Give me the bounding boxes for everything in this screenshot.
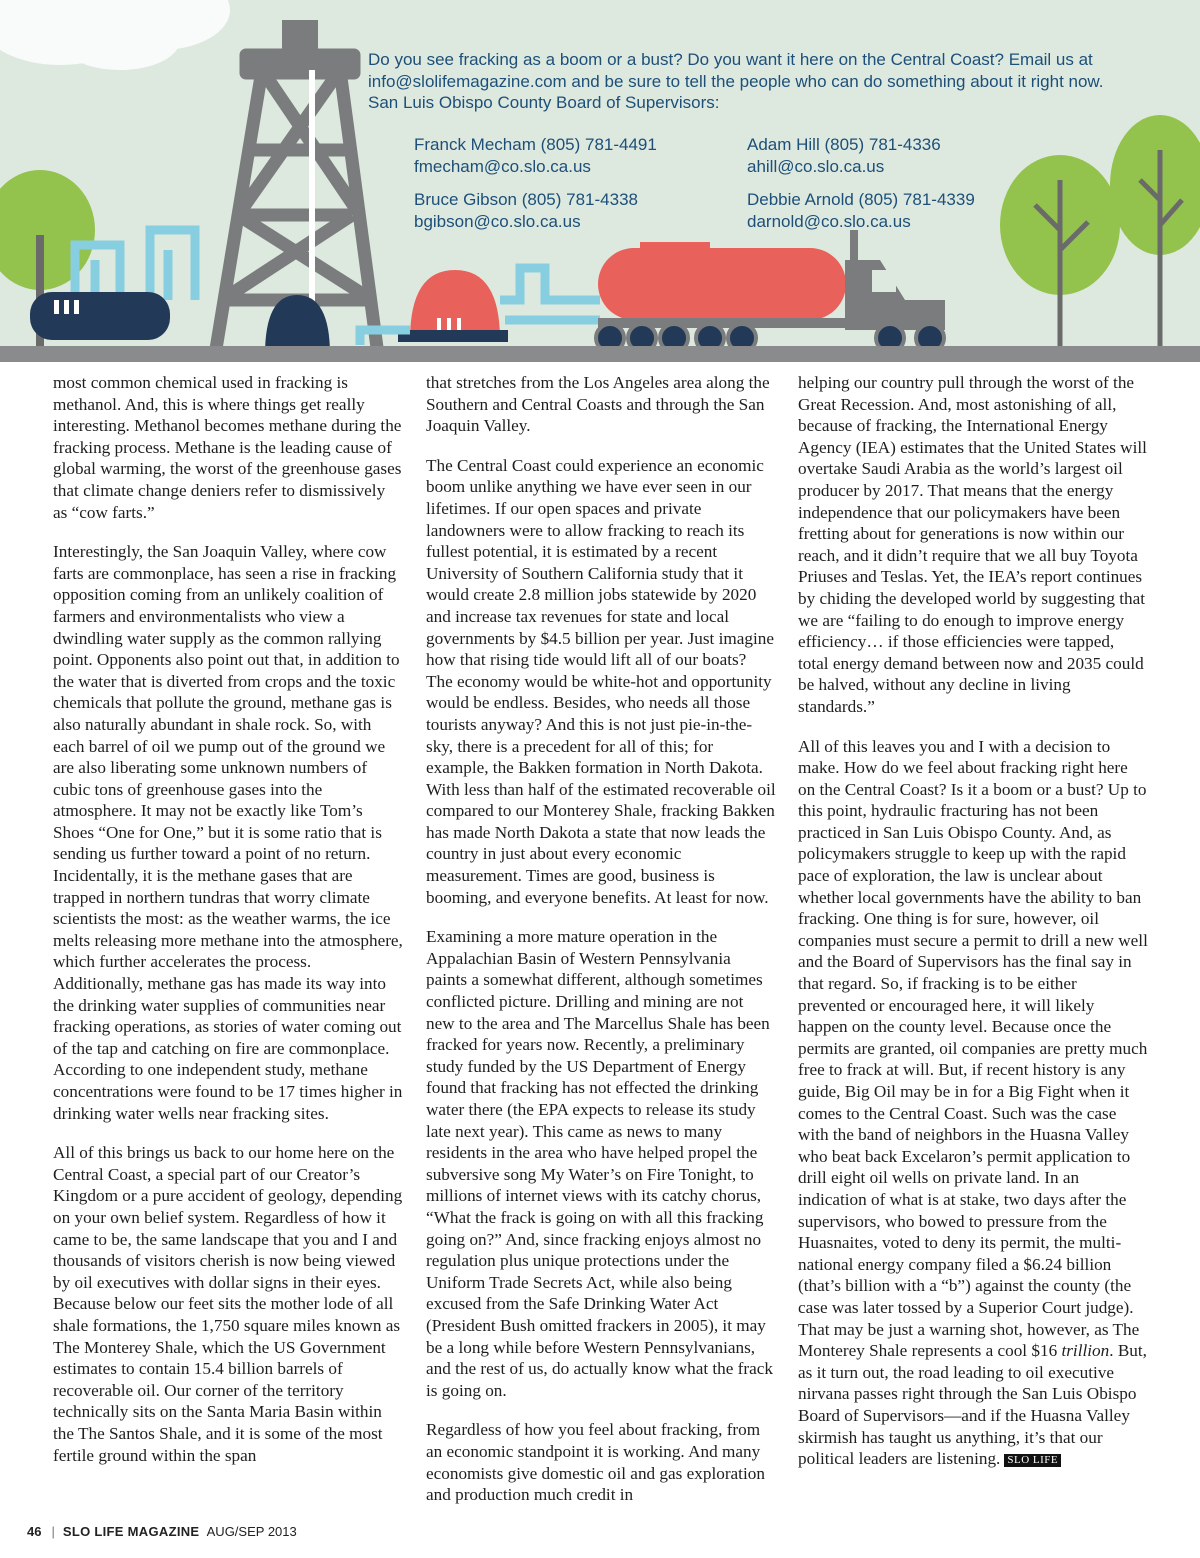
intro-line: San Luis Obispo County Board of Supervisors: <box>368 93 720 112</box>
illustration-banner <box>0 0 1200 362</box>
supervisor-name-phone: Bruce Gibson (805) 781-4338 <box>414 190 638 209</box>
page-number: 46 <box>27 1524 42 1539</box>
supervisor-contact <box>747 134 941 178</box>
paragraph: most common chemical used in fracking is methanol. And, this is where things get really interesting. Methanol becomes methane during the fracking process. Methane is the leading cause of global warming, the worst of the greenhouse gases that climate change deniers refer to dismissively as “cow farts.” <box>53 373 402 522</box>
paragraph: that stretches from the Los Angeles area along the Southern and Central Coasts and through the San Joaquin Valley. <box>426 373 770 436</box>
supervisor-contact <box>414 134 657 178</box>
footer-separator: | <box>51 1524 55 1539</box>
derrick-ladder <box>309 70 315 320</box>
issue-date: AUG/SEP 2013 <box>206 1524 297 1539</box>
paragraph: Regardless of how you feel about fracking, from an economic standpoint it is working. And many economists give domestic oil and gas exploration and production much credit in <box>426 1420 765 1505</box>
paragraph: All of this brings us back to our home here on the Central Coast, a special part of our Creator’s Kingdom or a pure accident of geology, depending on your own belief system. Regardless of how it came to be, the same landscape that you and I and thousands of visitors cherish is now being viewed by oil executives with dollar signs in their eyes. Because below our feet sits the mother lode of all shale formations, the 1,750 square miles known as The Monterey Shale, which the US Government estimates to contain 15.4 billion barrels of recoverable oil. Our corner of the territory technically sits on the Santa Maria Basin within the The Santos Shale, and it is some of the most fertile ground within the span <box>53 1143 403 1465</box>
supervisor-name-phone: Franck Mecham (805) 781-4491 <box>414 135 657 154</box>
intro-line: info@slolifemagazine.com and be sure to tell the people who can do something about it right now. <box>368 71 1104 91</box>
magazine-name: SLO LIFE MAGAZINE <box>62 1524 200 1539</box>
supervisor-email[interactable]: bgibson@co.slo.ca.us <box>414 212 581 231</box>
paragraph: The Central Coast could experience an economic boom unlike anything we have ever seen in our lifetimes. If our open spaces and private landowners were to allow fracking to reach its fullest potential, it is estimated by a recent University of Southern California study that it would create 2.8 million jobs statewide by 2020 and increase tax revenues for state and local governments by $4.5 billion per year. Just imagine how that rising tide would lift all of our boats? The economy would be white-hot and opportunity would be endless. Besides, who needs all those tourists anyway? And this is not just pie-in-the-sky, there is a precedent for all of this; for example, the Bakken formation in North Dakota. With less than half of the estimated recoverable oil compared to our Monterey Shale, fracking Bakken has made North Dakota a state that now leads the country in just about every economic measurement. Times are good, business is booming, and everyone benefits. At least for now. <box>426 455 776 907</box>
supervisor-name-phone: Debbie Arnold (805) 781-4339 <box>747 190 975 209</box>
end-mark-logo: SLO LIFE <box>1004 1454 1061 1467</box>
paragraph: helping our country pull through the worst of the Great Recession. And, most astonishing of all, because of fracking, the International Energy Agency (IEA) estimates that the United States will overtake Saudi Arabia as the world’s largest oil producer by 2017. That means that the energy independence that our policymakers have been fretting about for generations is now within our reach, and it didn’t require that we all buy Toyota Priuses and Teslas. Yet, the IEA’s report continues by chiding the developed world by suggesting that we are “failing to do enough to improve energy efficiency… if those efficiencies were tapped, total energy demand between now and 2035 could be halved, without any decline in living standards.” <box>798 373 1147 716</box>
paragraph-text: . But, as it turn out, the road leading to oil executive nirvana passes right through the San Luis Obispo Board of Supervisors—and if the Huasna Valley skirmish has taught us anything, it’s that our political leaders are listening. <box>798 1341 1147 1469</box>
article-column-3 <box>798 372 1148 1488</box>
emphasis-text: trillion <box>1061 1341 1110 1361</box>
storage-tank-icon <box>30 292 170 340</box>
intro-line: Do you see fracking as a boom or a bust? Do you want it here on the Central Coast? Email us at <box>368 50 1093 69</box>
paragraph-text: All of this leaves you and I with a decision to make. How do we feel about fracking right here on the Central Coast? Is it a boom or a bust? Up to this point, hydraulic fracturing has not been practiced in San Luis Obispo County. And, as policymakers struggle to keep up with the rapid pace of exploration, the law is unclear about whether local governments have the ability to ban fracking. One thing is for sure, however, oil companies must secure a permit to drill a new well and the Board of Supervisors has the final say in that regard. So, if fracking is to be either prevented or encouraged here, it will likely happen on the county level. Because once the permits are granted, oil companies are pretty much free to frack at will. But, if recent history is any guide, Big Oil may be in for a Big Fight when it comes to the Central Coast. Such was the case with the band of neighbors in the Huasna Valley who beat back Excelaron’s permit application to drill eight oil wells on private land. In an indication of what is at stake, two days after the supervisors, who bowed to pressure from the Huasnaites, voted to deny its permit, the multi-national energy company filed a $6.24 billion (that’s billion with a “b”) against the county (the case was later tossed by a Superior Court judge). That may be just a warning shot, however, as The Monterey Shale represents a cool $16 <box>798 736 1148 1361</box>
paragraph: Interestingly, the San Joaquin Valley, where cow farts are commonplace, has seen a rise in fracking opposition coming from an unlikely coalition of farmers and environmentalists who view a dwindling water supply as the common rallying point. Opponents also point out that, in addition to the water that is diverted from crops and the toxic chemicals that pollute the ground, methane gas is also naturally abundant in shale rock. So, with each barrel of oil we pump out of the ground we are also liberating some unknown numbers of cubic tons of greenhouse gases into the atmosphere. It may not be exactly like Tom’s Shoes “One for One,” but it is some ratio that is sending us further toward a point of no return. Incidentally, it is the methane gases that are trapped in northern tundras that worry climate scientists the most: as the weather warms, the ice melts releasing more methane into the atmosphere, which further accelerates the process. Additionally, methane gas has made its way into the drinking water supplies of communities near fracking operations, as stories of water coming out of the tap and catching on fire are commonplace. According to one independent study, methane concentrations were found to be 17 times higher in drinking water wells near fracking sites. <box>53 542 403 1123</box>
supervisor-contact <box>414 189 638 233</box>
supervisor-email[interactable]: ahill@co.slo.ca.us <box>747 157 885 176</box>
page-footer <box>27 1524 297 1539</box>
supervisor-name-phone: Adam Hill (805) 781-4336 <box>747 135 941 154</box>
supervisor-email[interactable]: fmecham@co.slo.ca.us <box>414 157 591 176</box>
article-column-2 <box>426 372 776 1524</box>
article-column-1 <box>53 372 403 1484</box>
supervisor-contact <box>747 189 975 233</box>
banner-intro <box>368 49 1168 114</box>
supervisor-email[interactable]: darnold@co.slo.ca.us <box>747 212 911 231</box>
paragraph-final <box>798 736 1148 1470</box>
road <box>0 346 1200 362</box>
paragraph: Examining a more mature operation in the Appalachian Basin of Western Pennsylvania paints a somewhat different, although sometimes conflicted picture. Drilling and mining are not new to the area and The Marcellus Shale has been fracked for years now. Recently, a preliminary study funded by the US Department of Energy found that fracking has not effected the drinking water there (the EPA expects to release its study late next year). This came as news to many residents in the area who have helped propel the subversive song My Water’s on Fire Tonight, to millions of internet views with its catchy chorus, “What the frack is going on with all this fracking going on?” And, since fracking enjoys almost no regulation plus unique protections under the Uniform Trade Secrets Act, while also being excused from the Safe Drinking Water Act (President Bush omitted frackers in 2005), it may be a long while before Western Pennsylvanians, and the rest of us, do actually know what the frack is going on. <box>426 927 773 1400</box>
